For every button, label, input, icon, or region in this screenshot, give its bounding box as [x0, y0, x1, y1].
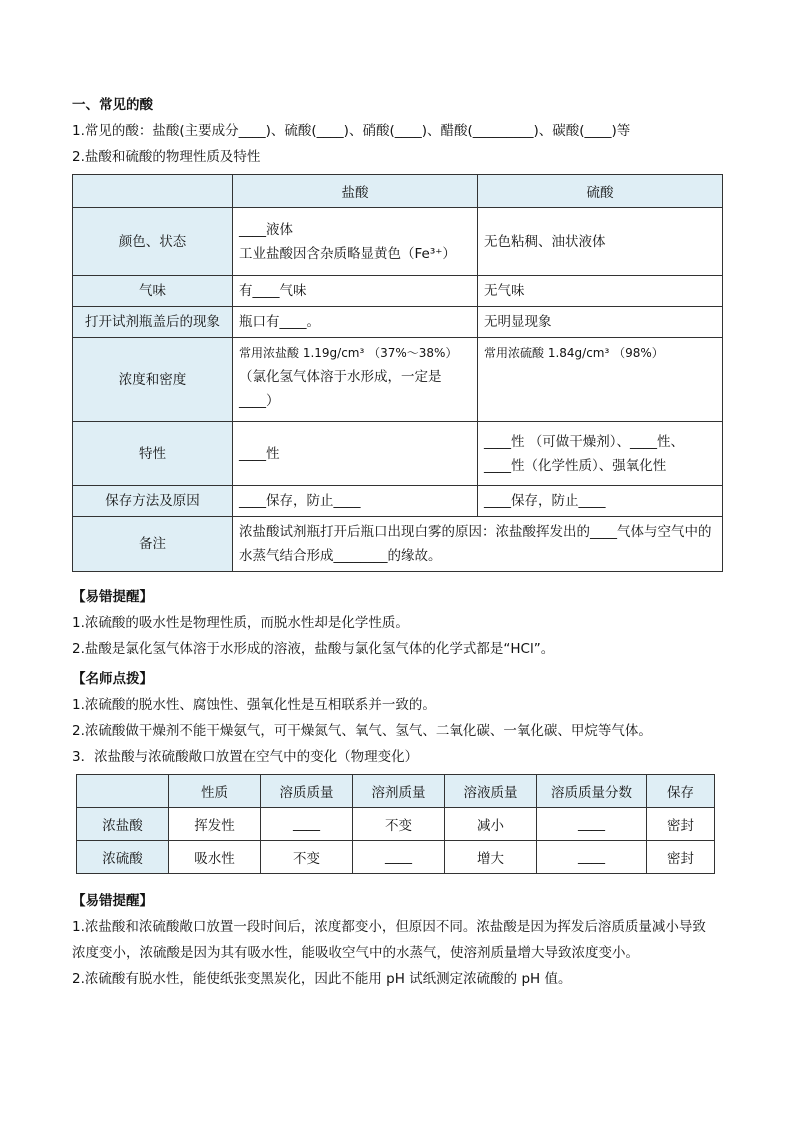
table-cell: 有____气味: [233, 276, 478, 307]
table-header-cell: [77, 775, 169, 808]
table-header-cell: [73, 175, 233, 208]
tip-item: 浓度变小，浓硫酸是因为其有吸水性，能吸收空气中的水蒸气，使溶剂质量增大导致浓度变小。: [72, 945, 639, 961]
section-title-common-acids: 一、常见的酸: [72, 97, 153, 113]
table-cell: ____保存，防止____: [233, 486, 478, 517]
table-cell: [233, 338, 478, 422]
teacher-tip-title: 【名师点拨】: [72, 671, 153, 687]
table-cell: 瓶口有____。: [233, 307, 478, 338]
tip-item: 2.盐酸是氯化氢气体溶于水形成的溶液，盐酸与氯化氢气体的化学式都是“HCl”。: [72, 641, 555, 657]
cell-text: ____性（化学性质）、强氧化性: [484, 457, 667, 474]
row-label: 颜色、状态: [73, 208, 233, 276]
table-cell: 无色粘稠、油状液体: [478, 208, 723, 276]
cell-text: （氯化氢气体溶于水形成，一定是____）: [239, 369, 442, 409]
table-row: [73, 422, 723, 486]
table-row: [73, 338, 723, 422]
table-cell: 吸水性: [169, 841, 261, 874]
row-label: 打开试剂瓶盖后的现象: [73, 307, 233, 338]
table-header-row: [73, 175, 723, 208]
table-cell: ____性: [233, 422, 478, 486]
table-cell: 无明显现象: [478, 307, 723, 338]
table-cell: ____: [261, 808, 353, 841]
section-title-open-air: 3．浓盐酸与浓硫酸敞口放置在空气中的变化（物理变化）: [72, 749, 419, 765]
open-air-change-table: [76, 774, 715, 874]
table-header-cell: 溶剂质量: [353, 775, 445, 808]
acid-properties-table: [72, 174, 723, 572]
cell-text: ____液体: [239, 221, 293, 238]
table-cell: 常用浓硫酸 1.84g/cm³ （98%）: [478, 338, 723, 422]
table-row: [77, 841, 715, 874]
cell-text: 常用浓盐酸 1.19g/cm³ （37%～38%）: [239, 346, 458, 360]
table-header-row: [77, 775, 715, 808]
cell-text: 工业盐酸因含杂质略显黄色（Fe³⁺）: [239, 245, 456, 262]
table-cell: 无气味: [478, 276, 723, 307]
row-label: 浓度和密度: [73, 338, 233, 422]
table-row: [77, 808, 715, 841]
table-cell: [233, 208, 478, 276]
row-label: 浓盐酸: [77, 808, 169, 841]
tip-title: 【易错提醒】: [72, 589, 153, 605]
table-cell: 密封: [647, 808, 715, 841]
table-cell: 减小: [445, 808, 537, 841]
table-header-cell: 溶质质量分数: [537, 775, 647, 808]
table-row: [73, 208, 723, 276]
tip-item: 2.浓硫酸有脱水性，能使纸张变黑炭化，因此不能用 pH 试纸测定浓硫酸的 pH 值。: [72, 971, 572, 987]
table-row: [73, 307, 723, 338]
tip-item: 1.浓盐酸和浓硫酸敞口放置一段时间后，浓度都变小，但原因不同。浓盐酸是因为挥发后溶质质量减小导致: [72, 919, 706, 935]
table-cell: ____保存，防止____: [478, 486, 723, 517]
table-header-cell: 溶质质量: [261, 775, 353, 808]
physical-properties-line: 2.盐酸和硫酸的物理性质及特性: [72, 149, 261, 165]
table-header-cell: 溶液质量: [445, 775, 537, 808]
table-row: [73, 517, 723, 572]
table-cell: ____: [537, 808, 647, 841]
table-cell: 不变: [261, 841, 353, 874]
tip-item: 1.浓硫酸的吸水性是物理性质，而脱水性却是化学性质。: [72, 615, 409, 631]
row-label: 保存方法及原因: [73, 486, 233, 517]
row-label: 备注: [73, 517, 233, 572]
table-row: [73, 486, 723, 517]
tip-title: 【易错提醒】: [72, 893, 153, 909]
document-page: [72, 92, 732, 992]
table-cell: 不变: [353, 808, 445, 841]
table-cell: ____: [353, 841, 445, 874]
table-header-cell: 盐酸: [233, 175, 478, 208]
table-cell: 浓盐酸试剂瓶打开后瓶口出现白雾的原因：浓盐酸挥发出的____气体与空气中的水蒸气结合形成________的缘故。: [233, 517, 723, 572]
tip-item: 1.浓硫酸的脱水性、腐蚀性、强氧化性是互相联系并一致的。: [72, 697, 436, 713]
common-acids-line: 1.常见的酸：盐酸(主要成分____)、硫酸(____)、硝酸(____)、醋酸(_________)、碳酸(____)等: [72, 123, 631, 139]
table-cell: 增大: [445, 841, 537, 874]
table-cell: 挥发性: [169, 808, 261, 841]
table-cell: [478, 422, 723, 486]
table-cell: 密封: [647, 841, 715, 874]
table-row: [73, 276, 723, 307]
row-label: 气味: [73, 276, 233, 307]
table-header-cell: 硫酸: [478, 175, 723, 208]
row-label: 特性: [73, 422, 233, 486]
table-cell: ____: [537, 841, 647, 874]
row-label: 浓硫酸: [77, 841, 169, 874]
table-header-cell: 保存: [647, 775, 715, 808]
table-header-cell: 性质: [169, 775, 261, 808]
cell-text: ____性 （可做干燥剂）、____性、: [484, 433, 685, 450]
tip-item: 2.浓硫酸做干燥剂不能干燥氨气，可干燥氮气、氧气、氢气、二氧化碳、一氧化碳、甲烷等气体。: [72, 723, 652, 739]
